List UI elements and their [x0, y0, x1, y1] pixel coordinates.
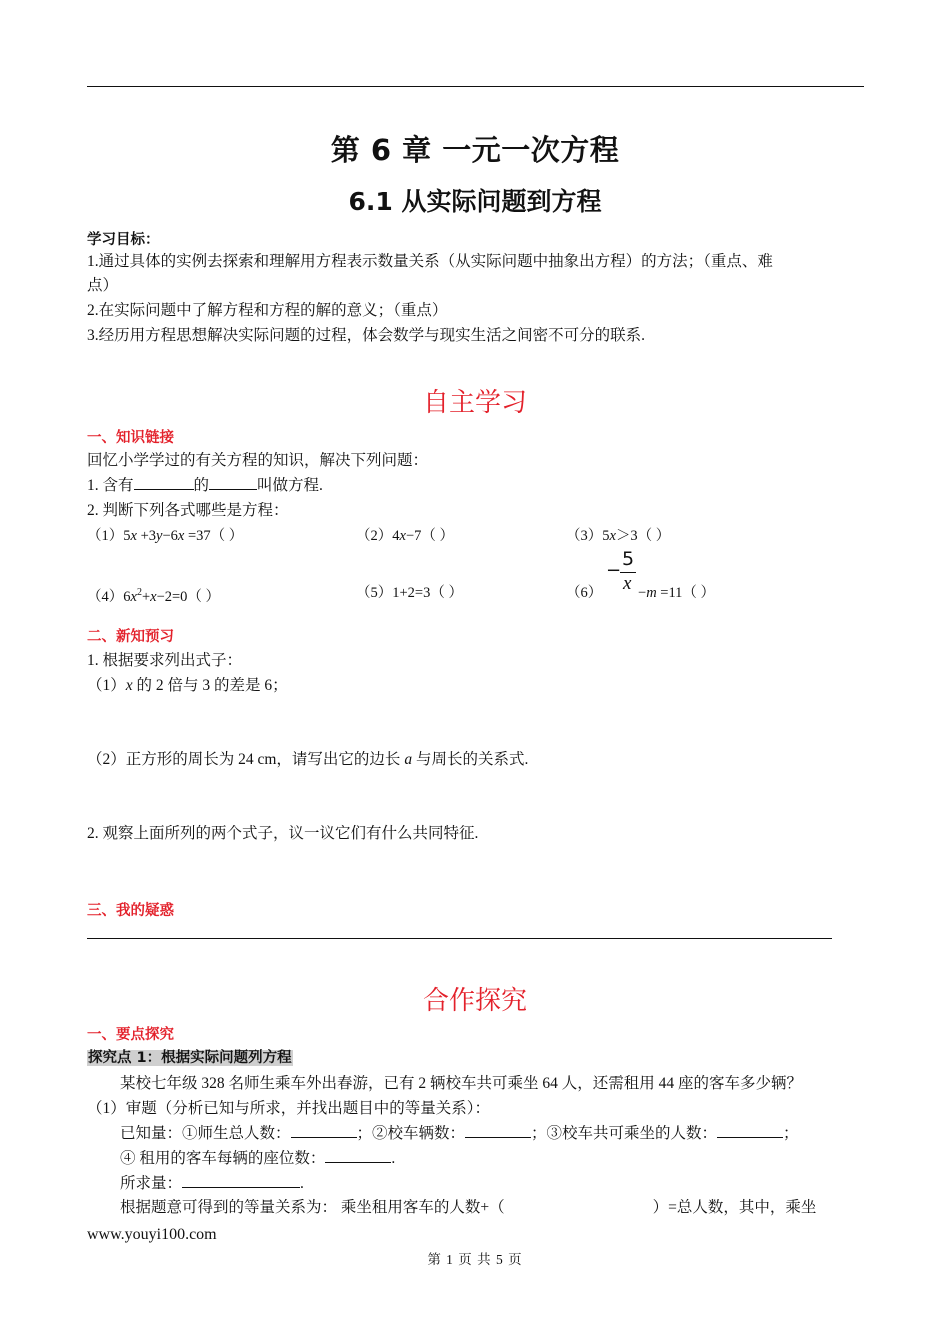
question-2-prompt: 2. 判断下列各式哪些是方程：	[87, 502, 289, 519]
problem-statement: 某校七年级 328 名师生乘车外出春游，已有 2 辆校车共可乘坐 64 人，还需租用 44 座的客车多少辆？	[120, 1075, 803, 1092]
footer-page-number: 第 1 页 共 5 页	[427, 1252, 523, 1267]
blank-sought[interactable]	[182, 1172, 300, 1188]
fraction-numerator: 5	[622, 548, 635, 570]
self-study-banner: 自主学习	[422, 388, 527, 418]
relation-line: 根据题意可得到的等量关系为： 乘坐租用客车的人数+（ ）=总人数，其中，乘坐	[120, 1199, 817, 1216]
question-1-definition	[87, 474, 323, 498]
objectives-heading: 学习目标：	[87, 232, 160, 248]
equation-item-2: （2）4x−7（ ）	[356, 528, 454, 544]
knowledge-link-heading: 一、知识链接	[87, 430, 174, 446]
header-rule	[87, 86, 864, 87]
preview-q2: 2. 观察上面所列的两个式子，议一议它们有什么共同特征.	[87, 825, 479, 842]
q1-text-c: 叫做方程.	[257, 477, 323, 494]
objective-line-1: 1.通过具体的实例去探索和理解用方程表示数量关系（从实际问题中抽象出方程）的方法；（重点、难	[87, 253, 773, 270]
preview-q1-2: （2）正方形的周长为 24 cm，请写出它的边长 a 与周长的关系式.	[87, 751, 529, 768]
preview-heading: 二、新知预习	[87, 629, 174, 645]
known-quantities-line-2: ④ 租用的客车每辆的座位数： .	[120, 1147, 395, 1171]
known-quantities-line-1: 已知量：①师生总人数： ；②校车辆数： ；③校车共可乘坐的人数： ；	[120, 1122, 799, 1146]
knowledge-intro: 回忆小学学过的有关方程的知识，解决下列问题：	[87, 452, 429, 469]
footer-url: www.youyi100.com	[87, 1226, 217, 1243]
equation-item-1: （1）5x +3y−6x =37（ ）	[87, 528, 244, 544]
sought-quantity-line: 所求量： .	[120, 1172, 304, 1196]
blank-bus-count[interactable]	[465, 1122, 531, 1138]
equation-item-4: $(4)6x^2+x-2=0$（ ）	[87, 587, 221, 605]
key-points-heading: 一、要点探究	[87, 1027, 174, 1043]
blank-total-people[interactable]	[291, 1122, 357, 1138]
preview-q1-1: （1）x 的 2 倍与 3 的差是 6；	[87, 677, 288, 694]
equation-item-5: （5）1+2=3（ ）	[356, 585, 463, 601]
section-title: 6.1 从实际问题到方程	[348, 187, 602, 216]
objective-line-3: 2.在实际问题中了解方程和方程的解的意义；（重点）	[87, 302, 448, 319]
step-1-analysis: （1）审题（分析已知与所求，并找出题目中的等量关系）：	[87, 1100, 491, 1117]
equation-item-6-label: （6）	[566, 585, 603, 601]
equation-item-6-tail: −m =11（ ）	[638, 585, 716, 601]
cooperative-banner: 合作探究	[422, 986, 527, 1016]
q1-blank-1[interactable]	[134, 474, 194, 490]
doubts-heading: 三、我的疑惑	[87, 903, 174, 919]
q1-blank-2[interactable]	[209, 474, 257, 490]
fraction-minus: −	[606, 560, 622, 581]
preview-q1: 1. 根据要求列出式子：	[87, 652, 243, 669]
exploration-point-1: 探究点 1：根据实际问题列方程	[88, 1050, 292, 1066]
blank-seats-per-coach[interactable]	[325, 1147, 391, 1163]
fraction-denominator: x	[623, 573, 632, 594]
chapter-title: 第 6 章 一元一次方程	[330, 133, 620, 167]
blank-bus-capacity[interactable]	[717, 1122, 783, 1138]
equation-item-3: （3）5x＞3（ ）	[566, 528, 671, 544]
objective-line-4: 3.经历用方程思想解决实际问题的过程，体会数学与现实生活之间密不可分的联系.	[87, 327, 646, 344]
doubts-answer-line[interactable]	[87, 938, 832, 939]
q1-text-b: 的	[193, 477, 210, 494]
objective-line-2: 点）	[87, 277, 119, 294]
q1-text-a: 1. 含有	[87, 477, 134, 494]
